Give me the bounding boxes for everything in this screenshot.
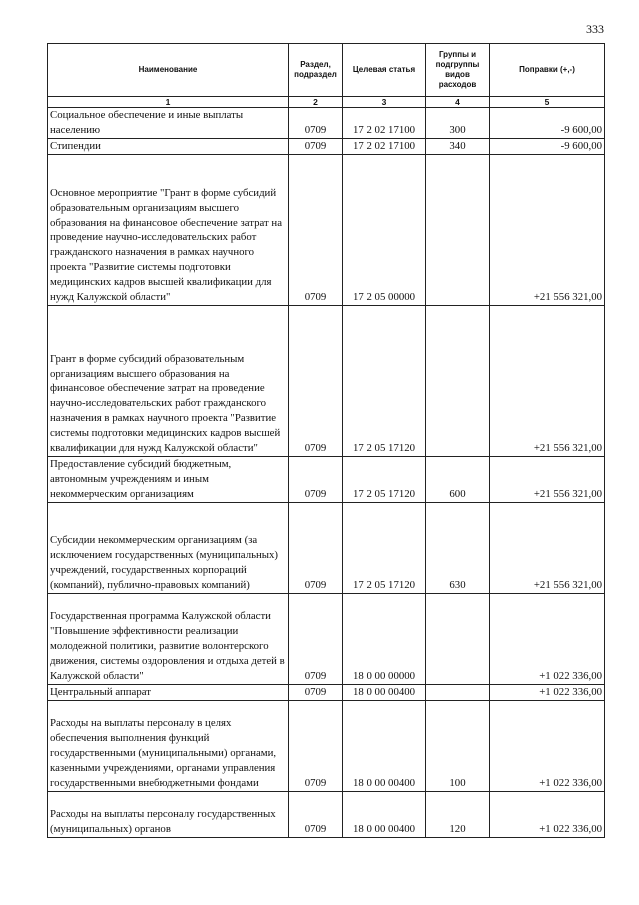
- row-group: 100: [426, 701, 490, 792]
- row-target: 18 0 00 00400: [343, 685, 426, 701]
- row-target: 17 2 02 17100: [343, 108, 426, 139]
- row-target: 18 0 00 00400: [343, 792, 426, 838]
- row-group: 340: [426, 139, 490, 155]
- column-number: 2: [289, 97, 343, 108]
- header-target: Целевая статья: [343, 44, 426, 97]
- row-amount: +21 556 321,00: [490, 457, 605, 503]
- row-section: 0709: [289, 108, 343, 139]
- row-target: 17 2 02 17100: [343, 139, 426, 155]
- row-section: 0709: [289, 594, 343, 685]
- row-name: Предоставление субсидий бюджетным, автономным учреждениям и иным некоммерческим организациям: [48, 457, 289, 503]
- header-expense-group: Группы и подгруппы видов расходов: [426, 44, 490, 97]
- row-name: Субсидии некоммерческим организациям (за исключением государственных (муниципальных) учреждений, государственных корпораций (компаний), публично-правовых компаний): [48, 503, 289, 594]
- table-row: [48, 594, 605, 685]
- row-section: 0709: [289, 792, 343, 838]
- column-number: 4: [426, 97, 490, 108]
- budget-amendments-table: [47, 43, 605, 838]
- row-section: 0709: [289, 685, 343, 701]
- table-header-row: [48, 44, 605, 97]
- row-group: [426, 306, 490, 457]
- table-row: [48, 306, 605, 457]
- row-group: 630: [426, 503, 490, 594]
- row-amount: +1 022 336,00: [490, 685, 605, 701]
- row-amount: +21 556 321,00: [490, 155, 605, 306]
- table-row: [48, 503, 605, 594]
- row-name: Грант в форме субсидий образовательным организациям высшего образования на финансовое обеспечение затрат на проведение научно-исследовательских работ гражданского назначения в рамках научного проекта "Развитие системы подготовки медицинских кадров высшей квалификации для нужд Калужской области": [48, 306, 289, 457]
- header-amount: Поправки (+,-): [490, 44, 605, 97]
- row-group: 600: [426, 457, 490, 503]
- row-group: [426, 155, 490, 306]
- row-section: 0709: [289, 457, 343, 503]
- row-target: 18 0 00 00000: [343, 594, 426, 685]
- column-number-row: [48, 97, 605, 108]
- row-section: 0709: [289, 155, 343, 306]
- table-row: [48, 792, 605, 838]
- row-target: 17 2 05 17120: [343, 503, 426, 594]
- table-row: [48, 155, 605, 306]
- column-number: 5: [490, 97, 605, 108]
- row-amount: +21 556 321,00: [490, 503, 605, 594]
- row-amount: +1 022 336,00: [490, 594, 605, 685]
- header-section: Раздел, подраздел: [289, 44, 343, 97]
- row-group: 120: [426, 792, 490, 838]
- row-section: 0709: [289, 139, 343, 155]
- row-section: 0709: [289, 306, 343, 457]
- column-number: 1: [48, 97, 289, 108]
- column-number: 3: [343, 97, 426, 108]
- row-amount: +21 556 321,00: [490, 306, 605, 457]
- row-target: 17 2 05 17120: [343, 457, 426, 503]
- row-group: [426, 594, 490, 685]
- row-name: Государственная программа Калужской области "Повышение эффективности реализации молодежной политики, развитие волонтерского движения, системы оздоровления и отдыха детей в Калужской области": [48, 594, 289, 685]
- row-name: Основное мероприятие "Грант в форме субсидий образовательным организациям высшего образования на финансовое обеспечение затрат на проведение научно-исследовательских работ гражданского назначения в рамках научного проекта "Развитие системы подготовки медицинских кадров высшей квалификации для нужд Калужской области": [48, 155, 289, 306]
- table-row: [48, 685, 605, 701]
- row-section: 0709: [289, 701, 343, 792]
- row-group: 300: [426, 108, 490, 139]
- row-amount: +1 022 336,00: [490, 701, 605, 792]
- row-group: [426, 685, 490, 701]
- table-row: [48, 139, 605, 155]
- row-name: Центральный аппарат: [48, 685, 289, 701]
- table-row: [48, 457, 605, 503]
- row-target: 17 2 05 17120: [343, 306, 426, 457]
- row-amount: +1 022 336,00: [490, 792, 605, 838]
- row-section: 0709: [289, 503, 343, 594]
- table-row: [48, 108, 605, 139]
- row-target: 18 0 00 00400: [343, 701, 426, 792]
- row-name: Стипендии: [48, 139, 289, 155]
- page-number: 333: [586, 22, 604, 36]
- header-name: Наименование: [48, 44, 289, 97]
- table-row: [48, 701, 605, 792]
- row-amount: -9 600,00: [490, 108, 605, 139]
- row-name: Социальное обеспечение и иные выплаты населению: [48, 108, 289, 139]
- row-name: Расходы на выплаты персоналу государственных (муниципальных) органов: [48, 792, 289, 838]
- row-amount: -9 600,00: [490, 139, 605, 155]
- row-name: Расходы на выплаты персоналу в целях обеспечения выполнения функций государственными (муниципальными) органами, казенными учреждениями, органами управления государственными внебюджетными фондами: [48, 701, 289, 792]
- row-target: 17 2 05 00000: [343, 155, 426, 306]
